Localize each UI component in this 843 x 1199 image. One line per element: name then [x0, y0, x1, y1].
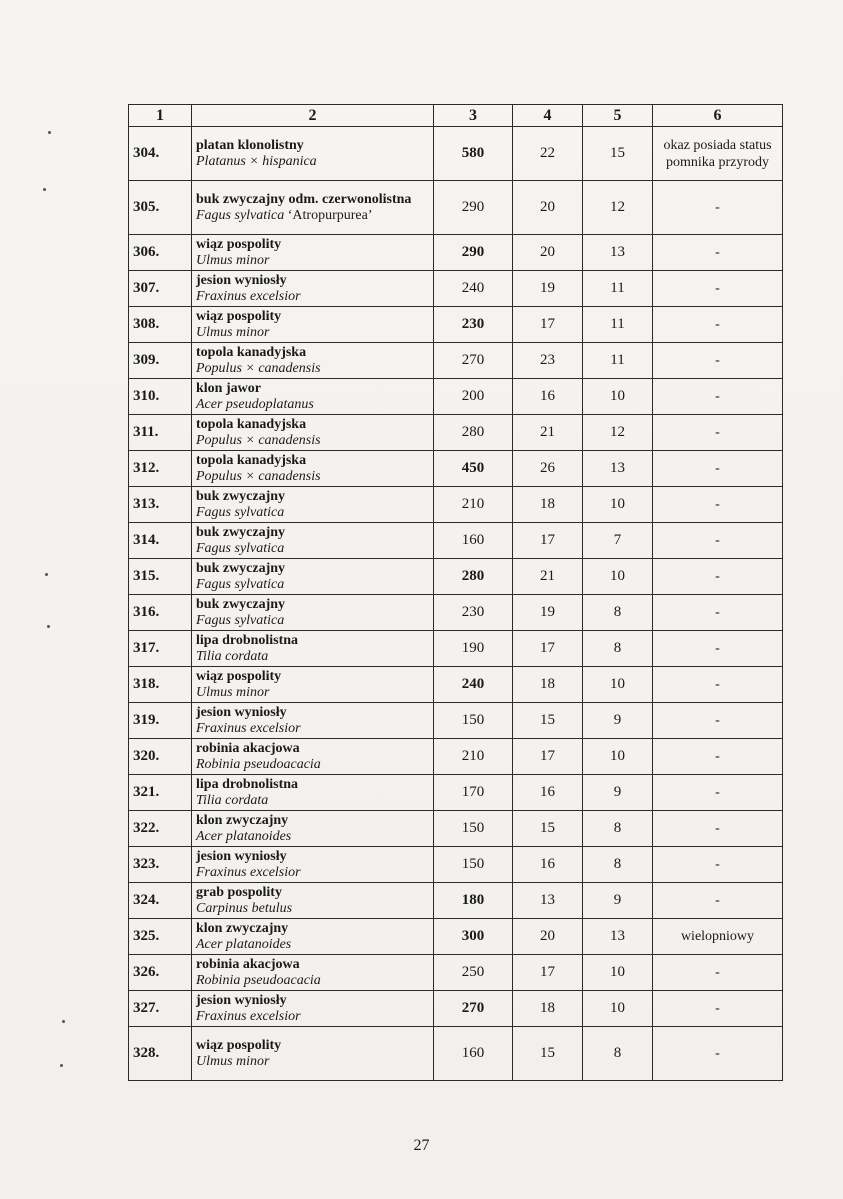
circumference-value: 280	[434, 415, 513, 451]
latin-name-line	[196, 901, 429, 917]
table-row	[129, 1027, 783, 1081]
crown-width-value: 10	[583, 379, 653, 415]
crown-width-value: 8	[583, 811, 653, 847]
height-value: 18	[513, 667, 583, 703]
height-value: 19	[513, 595, 583, 631]
table-row	[129, 127, 783, 181]
crown-width-value: 10	[583, 667, 653, 703]
crown-width-value: 13	[583, 451, 653, 487]
table-row	[129, 271, 783, 307]
common-name: jesion wyniosły	[196, 272, 287, 288]
height-value: 17	[513, 523, 583, 559]
table-row	[129, 181, 783, 235]
common-name: buk zwyczajny	[196, 596, 286, 612]
remarks-value: -	[653, 271, 783, 307]
tree-inventory-table	[128, 104, 783, 1081]
latin-name-line	[196, 685, 429, 701]
crown-width-value: 7	[583, 523, 653, 559]
latin-name: Populus × canadensis	[196, 360, 321, 376]
row-number: 317.	[129, 631, 192, 667]
remarks-value: -	[653, 235, 783, 271]
latin-name: Fagus sylvatica	[196, 540, 285, 556]
common-name: lipa drobnolistna	[196, 776, 299, 792]
circumference-value: 270	[434, 343, 513, 379]
height-value: 13	[513, 883, 583, 919]
latin-name-line	[196, 469, 429, 485]
crown-width-value: 8	[583, 595, 653, 631]
height-value: 22	[513, 127, 583, 181]
circumference-value: 160	[434, 1027, 513, 1081]
row-number: 323.	[129, 847, 192, 883]
table-row	[129, 991, 783, 1027]
margin-mark	[60, 1064, 63, 1067]
circumference-value: 230	[434, 595, 513, 631]
height-value: 18	[513, 991, 583, 1027]
latin-name-line	[196, 154, 429, 170]
latin-name: Populus × canadensis	[196, 468, 321, 484]
crown-width-value: 9	[583, 775, 653, 811]
table-row	[129, 379, 783, 415]
row-number: 328.	[129, 1027, 192, 1081]
latin-name: Acer platanoides	[196, 936, 292, 952]
species-cell	[192, 703, 434, 739]
remarks-value: -	[653, 775, 783, 811]
column-header: 4	[513, 105, 583, 127]
common-name: buk zwyczajny	[196, 524, 286, 540]
common-name: robinia akacjowa	[196, 740, 300, 756]
circumference-value: 180	[434, 883, 513, 919]
height-value: 21	[513, 559, 583, 595]
latin-name: Acer pseudoplatanus	[196, 396, 314, 412]
common-name: buk zwyczajny	[196, 488, 286, 504]
crown-width-value: 10	[583, 991, 653, 1027]
latin-name: Ulmus minor	[196, 252, 270, 268]
height-value: 15	[513, 703, 583, 739]
remarks-value: okaz posiada status pomnika przyrody	[653, 127, 783, 181]
remarks-value: -	[653, 631, 783, 667]
table-row	[129, 523, 783, 559]
species-cell	[192, 847, 434, 883]
table-row	[129, 235, 783, 271]
latin-name-line	[196, 541, 429, 557]
latin-name: Fraxinus excelsior	[196, 288, 301, 304]
remarks-value: wielopniowy	[653, 919, 783, 955]
row-number: 311.	[129, 415, 192, 451]
row-number: 320.	[129, 739, 192, 775]
height-value: 15	[513, 811, 583, 847]
common-name: jesion wyniosły	[196, 992, 287, 1008]
species-cell	[192, 991, 434, 1027]
column-number-row	[129, 105, 783, 127]
common-name: lipa drobnolistna	[196, 632, 299, 648]
latin-name: Fagus sylvatica	[196, 504, 285, 520]
latin-name: Fagus sylvatica	[196, 576, 285, 592]
species-cell	[192, 631, 434, 667]
latin-name-line	[196, 865, 429, 881]
row-number: 318.	[129, 667, 192, 703]
height-value: 26	[513, 451, 583, 487]
crown-width-value: 11	[583, 307, 653, 343]
crown-width-value: 11	[583, 271, 653, 307]
species-cell	[192, 487, 434, 523]
latin-name-line	[196, 325, 429, 341]
row-number: 326.	[129, 955, 192, 991]
latin-name-line	[196, 433, 429, 449]
table-row	[129, 559, 783, 595]
common-name: buk zwyczajny odm. czerwonolistna	[196, 191, 412, 207]
remarks-value: -	[653, 415, 783, 451]
row-number: 314.	[129, 523, 192, 559]
crown-width-value: 9	[583, 703, 653, 739]
latin-name: Fraxinus excelsior	[196, 1008, 301, 1024]
remarks-value: -	[653, 739, 783, 775]
latin-name-line	[196, 721, 429, 737]
height-value: 18	[513, 487, 583, 523]
latin-name-line	[196, 829, 429, 845]
crown-width-value: 8	[583, 631, 653, 667]
common-name: jesion wyniosły	[196, 704, 287, 720]
crown-width-value: 8	[583, 1027, 653, 1081]
latin-name: Tilia cordata	[196, 648, 269, 664]
height-value: 16	[513, 775, 583, 811]
table-row	[129, 631, 783, 667]
cultivar-name: ‘Atropurpurea’	[287, 207, 373, 223]
crown-width-value: 10	[583, 487, 653, 523]
latin-name-line	[196, 397, 429, 413]
species-cell	[192, 451, 434, 487]
height-value: 17	[513, 955, 583, 991]
row-number: 322.	[129, 811, 192, 847]
latin-name-line	[196, 208, 429, 224]
row-number: 313.	[129, 487, 192, 523]
table-row	[129, 415, 783, 451]
crown-width-value: 11	[583, 343, 653, 379]
table-row	[129, 487, 783, 523]
species-cell	[192, 1027, 434, 1081]
table-row	[129, 667, 783, 703]
species-cell	[192, 919, 434, 955]
row-number: 324.	[129, 883, 192, 919]
remarks-value: -	[653, 451, 783, 487]
circumference-value: 270	[434, 991, 513, 1027]
table-row	[129, 343, 783, 379]
crown-width-value: 10	[583, 739, 653, 775]
margin-mark	[47, 625, 50, 628]
circumference-value: 200	[434, 379, 513, 415]
remarks-value: -	[653, 523, 783, 559]
species-cell	[192, 775, 434, 811]
latin-name: Acer platanoides	[196, 828, 292, 844]
remarks-value: -	[653, 181, 783, 235]
height-value: 20	[513, 235, 583, 271]
common-name: grab pospolity	[196, 884, 282, 900]
circumference-value: 230	[434, 307, 513, 343]
latin-name-line	[196, 505, 429, 521]
row-number: 309.	[129, 343, 192, 379]
latin-name: Populus × canadensis	[196, 432, 321, 448]
circumference-value: 290	[434, 235, 513, 271]
common-name: klon zwyczajny	[196, 812, 289, 828]
height-value: 17	[513, 739, 583, 775]
table-row	[129, 811, 783, 847]
common-name: wiąz pospolity	[196, 1037, 282, 1053]
remarks-value: -	[653, 811, 783, 847]
common-name: klon jawor	[196, 380, 261, 396]
margin-mark	[45, 573, 48, 576]
circumference-value: 290	[434, 181, 513, 235]
table-row	[129, 703, 783, 739]
common-name: topola kanadyjska	[196, 452, 307, 468]
latin-name-line	[196, 793, 429, 809]
species-cell	[192, 271, 434, 307]
common-name: wiąz pospolity	[196, 236, 282, 252]
latin-name: Platanus × hispanica	[196, 153, 317, 169]
common-name: platan klonolistny	[196, 137, 304, 153]
height-value: 16	[513, 379, 583, 415]
circumference-value: 170	[434, 775, 513, 811]
circumference-value: 190	[434, 631, 513, 667]
row-number: 305.	[129, 181, 192, 235]
circumference-value: 250	[434, 955, 513, 991]
circumference-value: 240	[434, 667, 513, 703]
row-number: 319.	[129, 703, 192, 739]
crown-width-value: 12	[583, 181, 653, 235]
row-number: 316.	[129, 595, 192, 631]
height-value: 20	[513, 919, 583, 955]
latin-name: Robinia pseudoacacia	[196, 756, 321, 772]
table-row	[129, 775, 783, 811]
common-name: wiąz pospolity	[196, 308, 282, 324]
species-cell	[192, 379, 434, 415]
remarks-value: -	[653, 703, 783, 739]
crown-width-value: 13	[583, 235, 653, 271]
common-name: topola kanadyjska	[196, 416, 307, 432]
common-name: wiąz pospolity	[196, 668, 282, 684]
latin-name-line	[196, 361, 429, 377]
margin-mark	[43, 188, 46, 191]
table-row	[129, 919, 783, 955]
circumference-value: 240	[434, 271, 513, 307]
height-value: 17	[513, 307, 583, 343]
species-cell	[192, 523, 434, 559]
remarks-value: -	[653, 595, 783, 631]
species-cell	[192, 739, 434, 775]
circumference-value: 150	[434, 847, 513, 883]
table-row	[129, 847, 783, 883]
latin-name: Carpinus betulus	[196, 900, 293, 916]
remarks-value: -	[653, 883, 783, 919]
latin-name: Fraxinus excelsior	[196, 720, 301, 736]
column-header: 5	[583, 105, 653, 127]
circumference-value: 210	[434, 487, 513, 523]
species-cell	[192, 667, 434, 703]
row-number: 327.	[129, 991, 192, 1027]
height-value: 15	[513, 1027, 583, 1081]
circumference-value: 300	[434, 919, 513, 955]
common-name: topola kanadyjska	[196, 344, 307, 360]
row-number: 308.	[129, 307, 192, 343]
circumference-value: 210	[434, 739, 513, 775]
common-name: klon zwyczajny	[196, 920, 289, 936]
table-row	[129, 307, 783, 343]
latin-name-line	[196, 757, 429, 773]
remarks-value: -	[653, 667, 783, 703]
circumference-value: 450	[434, 451, 513, 487]
latin-name: Ulmus minor	[196, 684, 270, 700]
height-value: 23	[513, 343, 583, 379]
circumference-value: 160	[434, 523, 513, 559]
circumference-value: 150	[434, 811, 513, 847]
remarks-value: -	[653, 1027, 783, 1081]
row-number: 315.	[129, 559, 192, 595]
crown-width-value: 8	[583, 847, 653, 883]
crown-width-value: 10	[583, 559, 653, 595]
species-cell	[192, 559, 434, 595]
latin-name: Ulmus minor	[196, 1053, 270, 1069]
circumference-value: 280	[434, 559, 513, 595]
latin-name-line	[196, 577, 429, 593]
remarks-value: -	[653, 487, 783, 523]
height-value: 16	[513, 847, 583, 883]
margin-mark	[48, 131, 51, 134]
row-number: 306.	[129, 235, 192, 271]
circumference-value: 580	[434, 127, 513, 181]
table-row	[129, 451, 783, 487]
common-name: jesion wyniosły	[196, 848, 287, 864]
species-cell	[192, 955, 434, 991]
crown-width-value: 15	[583, 127, 653, 181]
table-row	[129, 955, 783, 991]
latin-name: Ulmus minor	[196, 324, 270, 340]
species-cell	[192, 307, 434, 343]
table-row	[129, 739, 783, 775]
latin-name: Robinia pseudoacacia	[196, 972, 321, 988]
species-cell	[192, 181, 434, 235]
species-cell	[192, 883, 434, 919]
row-number: 325.	[129, 919, 192, 955]
latin-name-line	[196, 253, 429, 269]
height-value: 19	[513, 271, 583, 307]
row-number: 312.	[129, 451, 192, 487]
table-row	[129, 595, 783, 631]
column-header: 2	[192, 105, 434, 127]
species-cell	[192, 595, 434, 631]
species-cell	[192, 235, 434, 271]
crown-width-value: 10	[583, 955, 653, 991]
height-value: 20	[513, 181, 583, 235]
remarks-value: -	[653, 955, 783, 991]
column-header: 1	[129, 105, 192, 127]
crown-width-value: 13	[583, 919, 653, 955]
common-name: robinia akacjowa	[196, 956, 300, 972]
species-cell	[192, 127, 434, 181]
row-number: 307.	[129, 271, 192, 307]
latin-name: Fagus sylvatica	[196, 612, 285, 628]
row-number: 304.	[129, 127, 192, 181]
species-cell	[192, 811, 434, 847]
latin-name: Tilia cordata	[196, 792, 269, 808]
height-value: 21	[513, 415, 583, 451]
crown-width-value: 12	[583, 415, 653, 451]
remarks-value: -	[653, 343, 783, 379]
species-cell	[192, 415, 434, 451]
table-row	[129, 883, 783, 919]
latin-name: Fagus sylvatica	[196, 207, 285, 223]
latin-name-line	[196, 649, 429, 665]
latin-name-line	[196, 289, 429, 305]
latin-name-line	[196, 613, 429, 629]
row-number: 310.	[129, 379, 192, 415]
latin-name: Fraxinus excelsior	[196, 864, 301, 880]
crown-width-value: 9	[583, 883, 653, 919]
column-header: 3	[434, 105, 513, 127]
remarks-value: -	[653, 991, 783, 1027]
remarks-value: -	[653, 307, 783, 343]
circumference-value: 150	[434, 703, 513, 739]
column-header: 6	[653, 105, 783, 127]
page-number: 27	[413, 1137, 430, 1154]
latin-name-line	[196, 937, 429, 953]
species-cell	[192, 343, 434, 379]
margin-mark	[62, 1020, 65, 1023]
remarks-value: -	[653, 379, 783, 415]
remarks-value: -	[653, 559, 783, 595]
height-value: 17	[513, 631, 583, 667]
common-name: buk zwyczajny	[196, 560, 286, 576]
remarks-value: -	[653, 847, 783, 883]
latin-name-line	[196, 1009, 429, 1025]
latin-name-line	[196, 973, 429, 989]
latin-name-line	[196, 1054, 429, 1070]
row-number: 321.	[129, 775, 192, 811]
